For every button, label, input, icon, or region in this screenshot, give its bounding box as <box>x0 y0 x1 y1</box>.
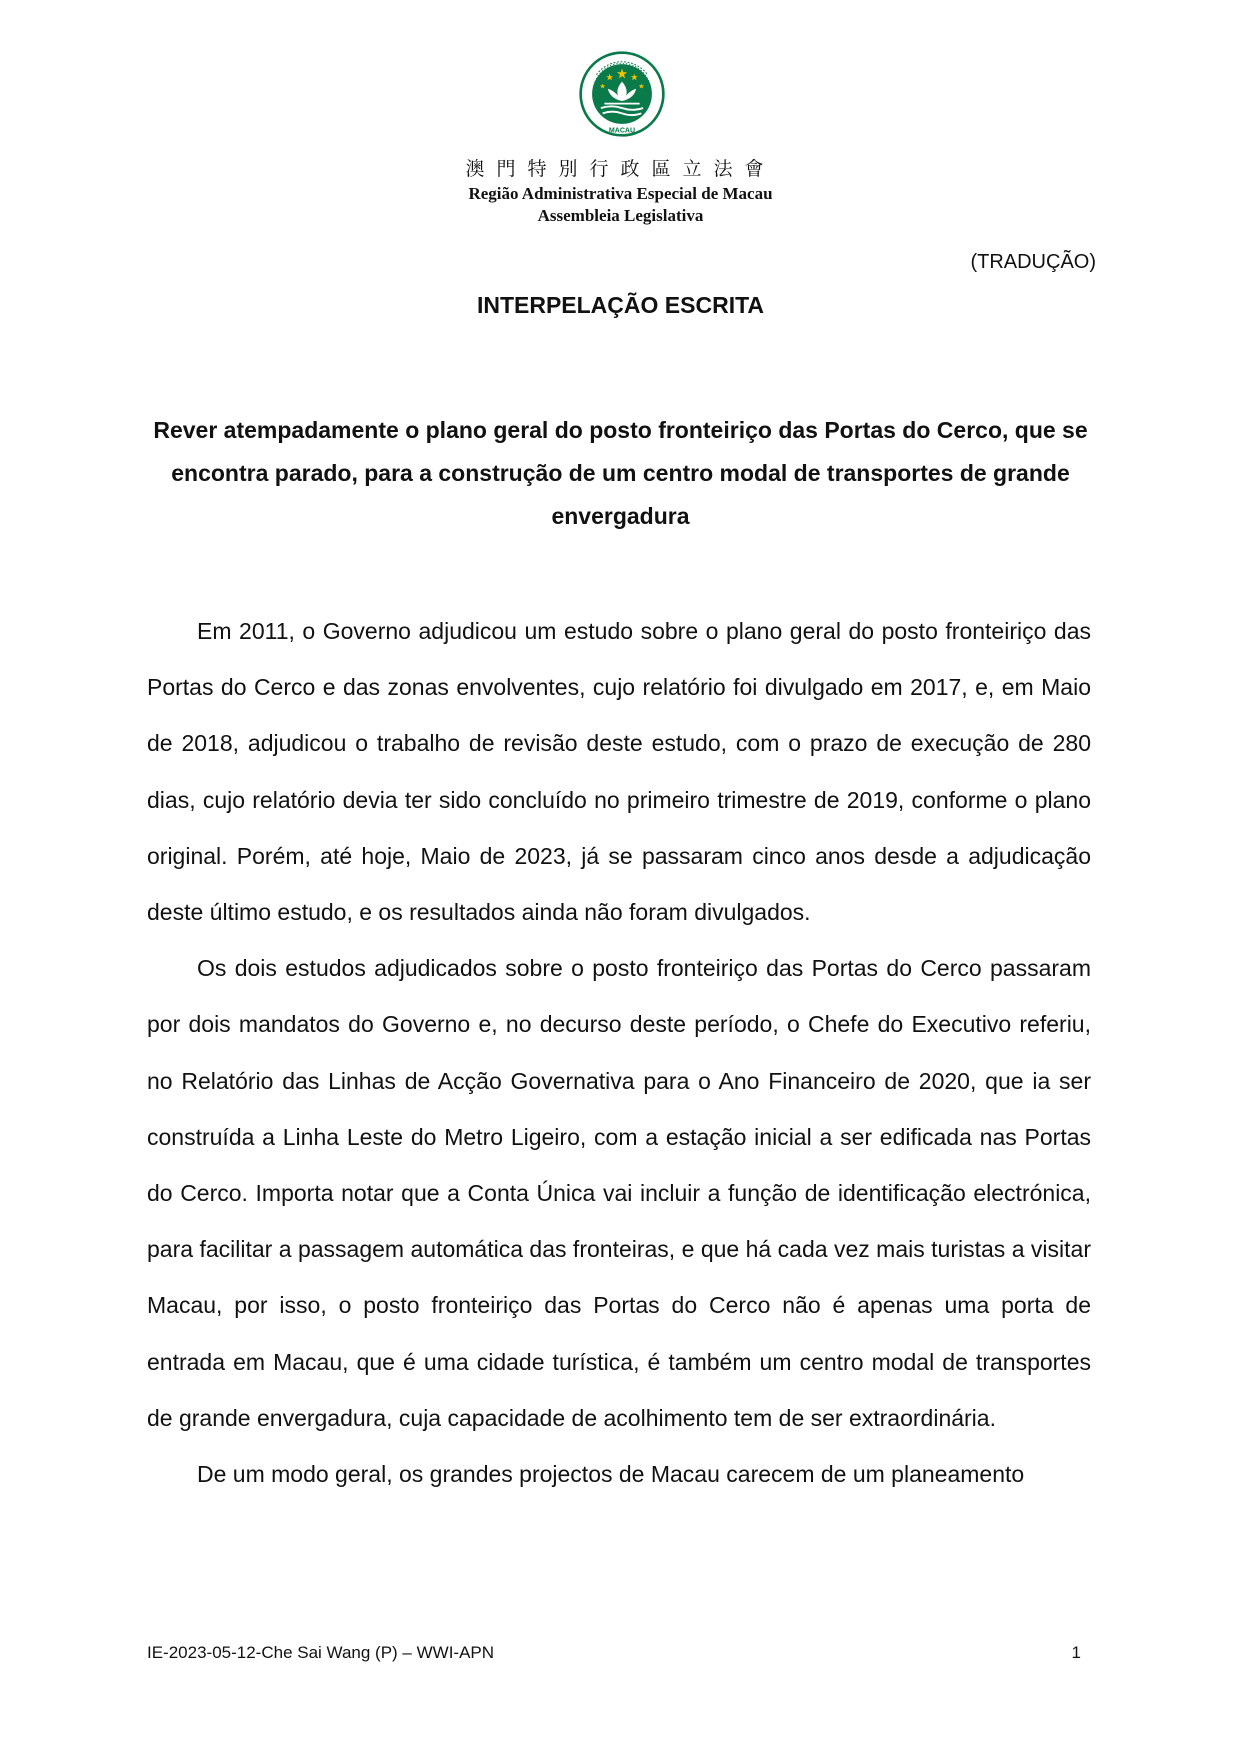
subject-heading: Rever atempadamente o plano geral do posto fronteiriço das Portas do Cerco, que se encontra parado, para a construção de um centro modal de transportes de grande envergadura <box>153 417 1088 529</box>
emblem-text: MACAU <box>608 127 636 135</box>
page-number: 1 <box>1071 1643 1081 1662</box>
translation-note: (TRADUÇÃO) <box>970 251 1096 273</box>
body-paragraph: Os dois estudos adjudicados sobre o posto fronteiriço das Portas do Cerco passaram por dois mandatos do Governo e, no decurso deste período, o Chefe do Executivo referiu, no Relatório das Linhas de Acção Governativa para o Ano Financeiro de 2020, que ia ser construída a Linha Leste do Metro Ligeiro, com a estação inicial a ser edificada nas Portas do Cerco. Importa notar que a Conta Única vai incluir a função de identificação electrónica, para facilitar a passagem automática das fronteiras, e que há cada vez mais turistas a visitar Macau, por isso, o posto fronteiriço das Portas do Cerco não é apenas uma porta de entrada em Macau, que é uma cidade turística, é também um centro modal de transportes de grande envergadura, cuja capacidade de acolhimento tem de ser extraordinária. <box>147 955 1091 1431</box>
document-body <box>147 603 1091 1502</box>
letterhead-region: Região Administrativa Especial de Macau <box>468 184 773 203</box>
document-title: INTERPELAÇÃO ESCRITA <box>476 292 765 318</box>
letterhead-chinese: 澳門特別行政區立法會 <box>465 159 776 180</box>
macau-emblem <box>578 50 666 138</box>
body-paragraph: Em 2011, o Governo adjudicou um estudo sobre o plano geral do posto fronteiriço das Portas do Cerco e das zonas envolventes, cujo relatório foi divulgado em 2017, e, em Maio de 2018, adjudicou o trabalho de revisão deste estudo, com o prazo de execução de 280 dias, cujo relatório devia ter sido concluído no primeiro trimestre de 2019, conforme o plano original. Porém, até hoje, Maio de 2023, já se passaram cinco anos desde a adjudicação deste último estudo, e os resultados ainda não foram divulgados. <box>147 618 1091 926</box>
letterhead-assembly: Assembleia Legislativa <box>537 206 704 225</box>
body-paragraph: De um modo geral, os grandes projectos de Macau carecem de um planeamento <box>197 1461 1025 1488</box>
footer-reference: IE-2023-05-12-Che Sai Wang (P) – WWI-APN <box>147 1643 495 1662</box>
